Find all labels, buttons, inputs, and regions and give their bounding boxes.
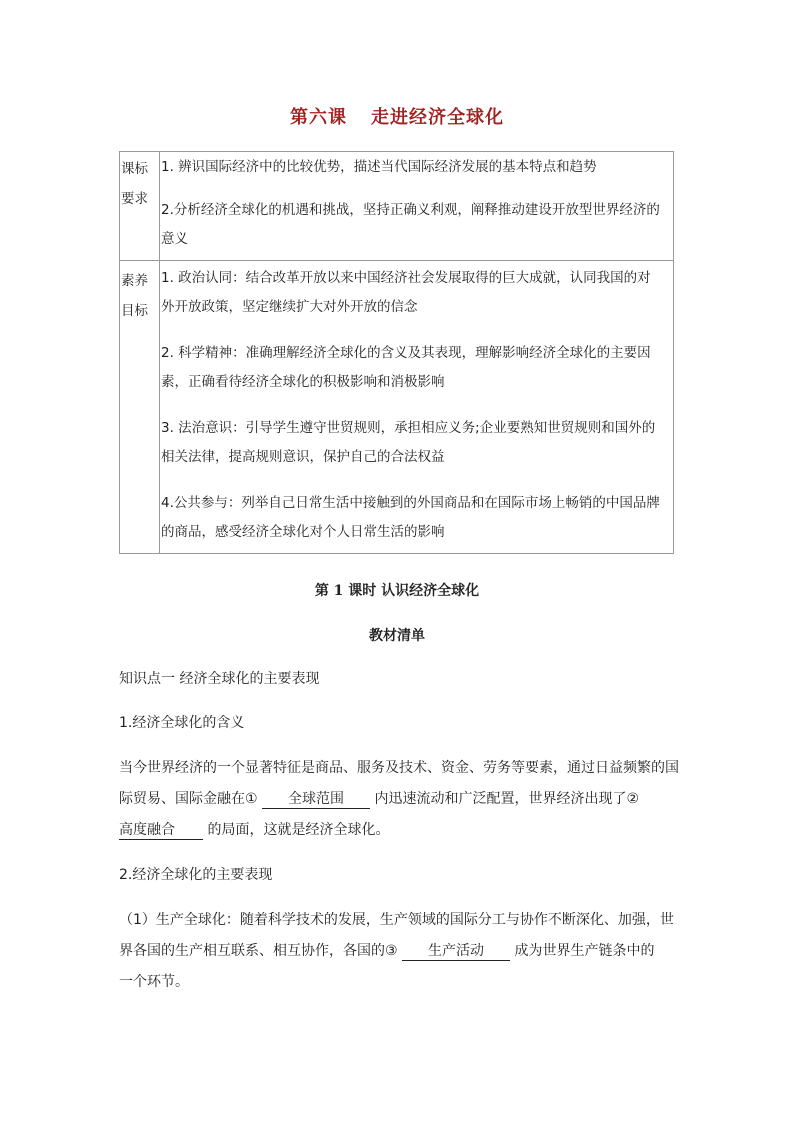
row-content-literacy: [160, 261, 674, 554]
definition-line-3: 高度融合 的局面，这就是经济全球化。: [119, 822, 390, 838]
literacy-item-1: 1. 政治认同：结合改革开放以来中国经济社会发展取得的巨大成就，认同我国的对 外开放政策，坚定继续扩大对外开放的信念: [161, 270, 651, 315]
row-label-literacy: 素养 目标: [120, 261, 160, 554]
literacy-item-3: 3. 法治意识：引导学生遵守世贸规则，承担相应义务;企业要熟知世贸规则和国外的 相关法律，提高规则意识，保护自己的合法权益: [161, 420, 656, 465]
production-line-3: 一个环节。: [119, 974, 189, 990]
lesson-number: 第六课: [290, 107, 347, 128]
fill-blank-1: 全球范围: [262, 790, 370, 809]
section-heading: 教材清单: [369, 628, 425, 644]
knowledge-point-heading: 知识点一 经济全球化的主要表现: [119, 671, 320, 687]
definition-line-1: 当今世界经济的一个显著特征是商品、服务及技术、资金、劳务等要素，通过日益频繁的国: [119, 760, 679, 776]
table-row-literacy: [120, 261, 674, 554]
lesson-title: [0, 103, 794, 129]
subheading-definition: 1.经济全球化的含义: [119, 715, 245, 731]
production-line-2: 界各国的生产相互联系、相互协作，各国的③ 生产活动 成为世界生产链条中的: [119, 943, 655, 959]
lesson-name: 走进经济全球化: [371, 107, 504, 128]
fill-blank-2: 高度融合: [119, 821, 203, 840]
literacy-item-2: 2. 科学精神：准确理解经济全球化的含义及其表现，理解影响经济全球化的主要因 素，正确看待经济全球化的积极影响和消极影响: [161, 345, 651, 390]
literacy-item-4: 4.公共参与：列举自己日常生活中接触到的外国商品和在国际市场上畅销的中国品牌 的商品，感受经济全球化对个人日常生活的影响: [161, 495, 660, 540]
fill-blank-3: 生产活动: [402, 942, 510, 961]
definition-line-2: 际贸易、国际金融在① 全球范围 内迅速流动和广泛配置，世界经济出现了②: [119, 791, 640, 807]
curriculum-item-1: 1. 辨识国际经济中的比较优势，描述当代国际经济发展的基本特点和趋势: [161, 159, 597, 175]
standards-table: [119, 151, 674, 554]
row-label-curriculum: 课标 要求: [120, 152, 160, 261]
curriculum-item-2: 2.分析经济全球化的机遇和挑战，坚持正确义利观，阐释推动建设开放型世界经济的 意义: [161, 202, 660, 247]
production-line-1: （1）生产全球化：随着科学技术的发展，生产领域的国际分工与协作不断深化、加强，世: [119, 912, 674, 928]
table-row-curriculum: [120, 152, 674, 261]
period-title: 第 1 课时 认识经济全球化: [314, 583, 480, 599]
subheading-manifestations: 2.经济全球化的主要表现: [119, 867, 273, 883]
row-content-curriculum: [160, 152, 674, 261]
